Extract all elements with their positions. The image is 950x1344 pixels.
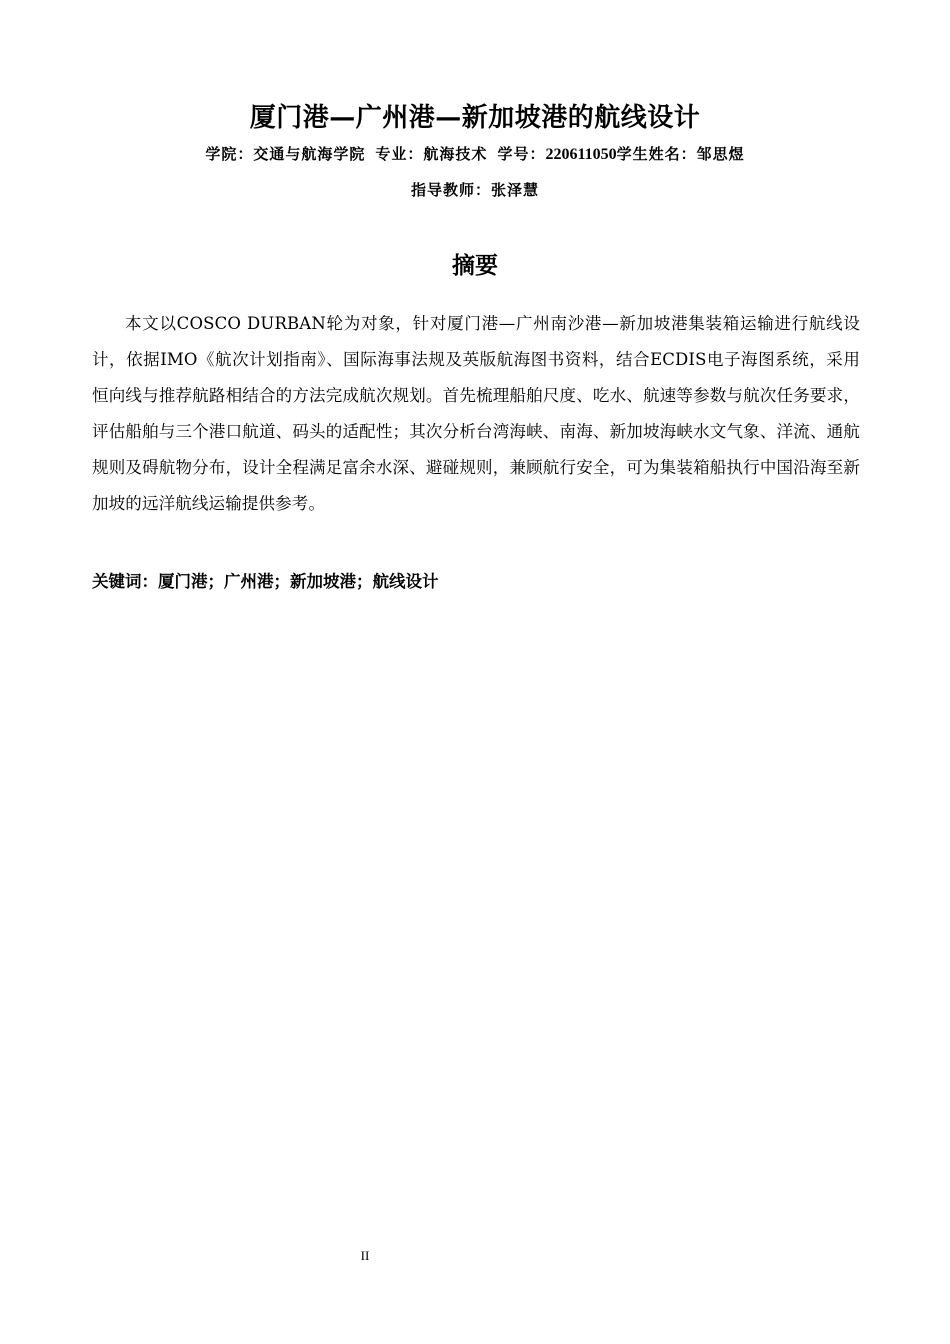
abstract-body: 本文以COSCO DURBAN轮为对象，针对厦门港—广州南沙港—新加坡港集装箱运输进行航线设计，依据IMO《航次计划指南》、国际海事法规及英版航海图书资料，结合ECDIS电子海图系统，采用恒向线与推荐航路相结合的方法完成航次规划。首先梳理船舶尺度、吃水、航速等参数与航次任务要求，评估船舶与三个港口航道、码头的适配性；其次分析台湾海峡、南海、新加坡海峡水文气象、洋流、通航规则及碍航物分布，设计全程满足富余水深、避碰规则，兼顾航行安全，可为集装箱船执行中国沿海至新加坡的远洋航线运输提供参考。 <box>92 314 860 513</box>
advisor-value: 张泽慧 <box>491 181 540 199</box>
author-info-line <box>0 143 950 166</box>
advisor-info-line <box>0 179 950 201</box>
advisor-label: 指导教师： <box>410 181 491 199</box>
college-label: 学院： <box>205 145 254 163</box>
major-label: 专业： <box>375 145 424 163</box>
page-number: II <box>360 1248 370 1263</box>
college-value: 交通与航海学院 <box>253 145 366 163</box>
keywords-items: 厦门港；广州港；新加坡港；航线设计 <box>158 572 439 591</box>
keywords-line <box>92 569 860 595</box>
student-name-label: 学生姓名： <box>616 145 697 163</box>
major-value: 航海技术 <box>423 145 488 163</box>
student-id-value: 220611050 <box>545 146 617 163</box>
thesis-title: 厦门港—广州港—新加坡港的航线设计 <box>249 103 701 133</box>
keywords-label: 关键词： <box>92 572 158 591</box>
student-id-label: 学号： <box>497 145 546 163</box>
abstract-heading: 摘要 <box>452 253 498 279</box>
student-name-value: 邹思煜 <box>696 145 745 163</box>
